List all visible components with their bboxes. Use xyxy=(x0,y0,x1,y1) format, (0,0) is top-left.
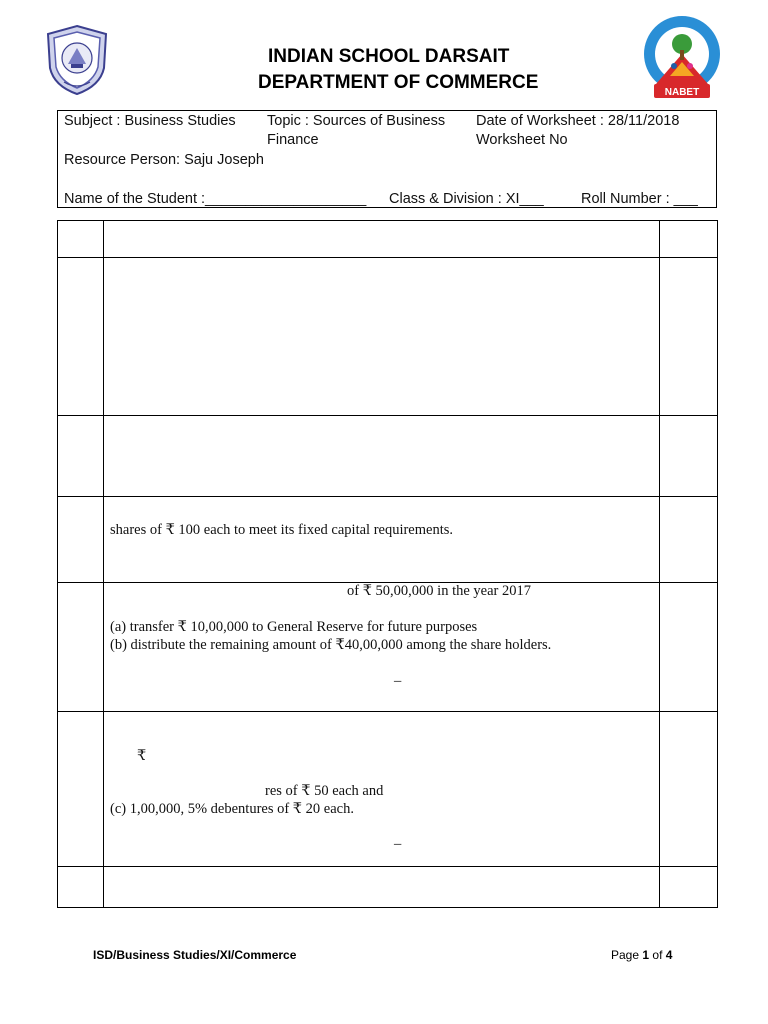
nabet-quality-logo xyxy=(640,14,724,106)
question-text-option-b: (b) distribute the remaining amount of ₹40,00,000 among the share holders. xyxy=(110,637,552,653)
page-label: Page xyxy=(611,948,640,962)
marks-cell xyxy=(660,583,718,712)
rupee-symbol: ₹ xyxy=(137,748,147,764)
marks-cell xyxy=(660,497,718,583)
question-text: shares of ₹ 100 each to meet its fixed capital requirements. xyxy=(110,522,454,538)
page-number: 1 xyxy=(642,948,650,962)
question-cell xyxy=(104,258,660,416)
table-row xyxy=(58,867,718,908)
table-header-row xyxy=(58,221,718,258)
marks-cell xyxy=(660,416,718,497)
worksheet-number: Worksheet No xyxy=(476,132,568,148)
page-indicator xyxy=(611,948,672,962)
question-text: of ₹ 50,00,000 in the year 2017 xyxy=(347,583,531,599)
sl-no-cell xyxy=(58,867,104,908)
school-crest-logo xyxy=(44,24,110,96)
answer-dash: – xyxy=(394,673,402,689)
department-title: DEPARTMENT OF COMMERCE xyxy=(258,72,539,93)
school-name: INDIAN SCHOOL DARSAIT xyxy=(268,46,510,67)
question-cell xyxy=(104,221,660,258)
marks-cell xyxy=(660,712,718,867)
table-row xyxy=(58,712,718,867)
footer-document-code: ISD/Business Studies/XI/Commerce xyxy=(93,948,297,962)
marks-cell xyxy=(660,867,718,908)
question-cell xyxy=(104,497,660,583)
table-row xyxy=(58,416,718,497)
of-label: of xyxy=(652,948,663,962)
question-cell xyxy=(104,416,660,497)
sl-no-cell xyxy=(58,583,104,712)
student-name-field[interactable]: Name of the Student :____________________ xyxy=(64,191,367,207)
marks-cell xyxy=(660,221,718,258)
sl-no-cell xyxy=(58,258,104,416)
question-cell xyxy=(104,867,660,908)
questions-table xyxy=(57,220,718,908)
subject-label: Subject : Business Studies xyxy=(64,113,236,129)
table-row xyxy=(58,497,718,583)
question-text-option-a: (a) transfer ₹ 10,00,000 to General Reserve for future purposes xyxy=(110,619,478,635)
worksheet-date: Date of Worksheet : 28/11/2018 xyxy=(476,113,680,129)
resource-person: Resource Person: Saju Joseph xyxy=(64,152,264,168)
question-text: res of ₹ 50 each and xyxy=(265,783,384,799)
sl-no-cell xyxy=(58,497,104,583)
question-text-option-c: (c) 1,00,000, 5% debentures of ₹ 20 each. xyxy=(110,801,354,817)
sl-no-cell xyxy=(58,416,104,497)
page-total: 4 xyxy=(665,948,673,962)
worksheet-info-box xyxy=(57,110,717,208)
marks-cell xyxy=(660,258,718,416)
topic-label-line1: Topic : Sources of Business xyxy=(267,113,446,129)
sl-no-cell xyxy=(58,712,104,867)
sl-no-cell xyxy=(58,221,104,258)
table-row xyxy=(58,258,718,416)
answer-dash: – xyxy=(394,836,402,852)
question-cell xyxy=(104,583,660,712)
table-row xyxy=(58,583,718,712)
roll-number-field[interactable]: Roll Number : ___ xyxy=(581,191,698,207)
topic-label-line2: Finance xyxy=(267,132,319,148)
question-cell xyxy=(104,712,660,867)
class-division-field[interactable]: Class & Division : XI___ xyxy=(389,191,544,207)
nabet-brand-text: NABET xyxy=(664,87,700,98)
